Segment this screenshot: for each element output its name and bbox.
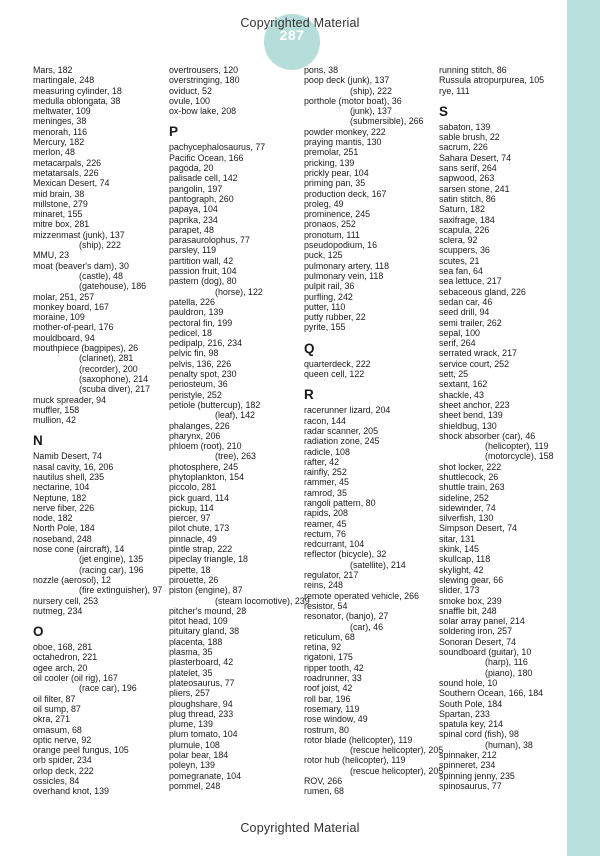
index-entry: Spartan, 233 — [439, 708, 490, 719]
index-entry: muck spreader, 94 — [33, 394, 107, 405]
section-letter: N — [33, 433, 43, 449]
index-entry: noseband, 248 — [33, 533, 92, 544]
index-entry: prominence, 245 — [304, 209, 371, 220]
index-entry: pommel, 248 — [169, 780, 221, 791]
index-entry: seed drill, 94 — [439, 307, 490, 318]
index-entry: sheet bend, 139 — [439, 410, 503, 421]
index-subentry: (rescue helicopter), 205 — [350, 765, 444, 776]
index-entry: sebaceous gland, 226 — [439, 286, 526, 297]
index-entry: pitot head, 109 — [169, 616, 228, 627]
index-entry: spinosaurus, 77 — [439, 780, 502, 791]
index-entry: nozzle (aerosol), 12 — [33, 574, 111, 585]
index-entry: omasum, 68 — [33, 724, 82, 735]
index-entry: platelet, 35 — [169, 667, 213, 678]
index-entry: martingale, 248 — [33, 75, 95, 86]
index-column-4 — [439, 65, 569, 791]
index-entry: running stitch, 86 — [439, 65, 507, 75]
index-entry: Mercury, 182 — [33, 137, 85, 148]
index-subentry: (fire extinguisher), 97 — [79, 585, 163, 596]
index-entry: sapwood, 263 — [439, 173, 495, 184]
index-entry: premolar, 251 — [304, 147, 359, 158]
index-subentry: (ship), 222 — [350, 85, 392, 96]
index-entry: rostrum, 80 — [304, 724, 349, 735]
index-entry: satin stitch, 86 — [439, 193, 496, 204]
index-entry: Namib Desert, 74 — [33, 451, 103, 462]
index-entry: orb spider, 234 — [33, 755, 92, 766]
index-entry: minaret, 155 — [33, 209, 83, 220]
index-entry: metatarsals, 226 — [33, 167, 99, 178]
index-entry: poop deck (junk), 137 — [304, 75, 390, 86]
index-entry: production deck, 167 — [304, 188, 387, 199]
index-subentry: (race car), 196 — [79, 683, 137, 694]
index-entry: rotor blade (helicopter), 119 — [304, 734, 413, 745]
index-subentry: (motorcycle), 158 — [485, 451, 554, 462]
index-entry: slewing gear, 66 — [439, 574, 504, 585]
index-entry: nectarine, 104 — [33, 482, 90, 493]
index-entry: sacrum, 226 — [439, 142, 488, 153]
index-entry: nasal cavity, 16, 206 — [33, 461, 114, 472]
index-entry: paprika, 234 — [169, 214, 218, 225]
index-subentry: (clarinet), 281 — [79, 353, 134, 364]
index-entry: scapula, 226 — [439, 224, 490, 235]
index-entry: plumule, 108 — [169, 739, 220, 750]
index-entry: porthole (motor boat), 36 — [304, 95, 402, 106]
index-entry: periosteum, 36 — [169, 379, 228, 390]
index-entry: South Pole, 184 — [439, 698, 503, 709]
index-entry: plug thread, 233 — [169, 708, 234, 719]
index-entry: pilot chute, 173 — [169, 523, 230, 534]
index-entry: pelvis, 136, 226 — [169, 358, 232, 369]
index-entry: mouldboard, 94 — [33, 332, 95, 343]
index-entry: resistor, 54 — [304, 600, 348, 611]
index-entry: sans serif, 264 — [439, 163, 497, 174]
index-subentry: (racing car), 196 — [79, 564, 144, 575]
index-entry: optic nerve, 92 — [33, 734, 92, 745]
index-entry: semi trailer, 262 — [439, 317, 502, 328]
copyright-watermark-bottom: Copyrighted Material — [240, 821, 360, 835]
index-entry: sable brush, 22 — [439, 132, 500, 143]
index-entry: pulmonary vein, 118 — [304, 270, 384, 281]
index-entry: scutes, 21 — [439, 255, 480, 266]
index-entry: shuttlecock, 26 — [439, 471, 499, 482]
index-entry: rigatoni, 175 — [304, 652, 353, 663]
index-entry: plum tomato, 104 — [169, 729, 238, 740]
index-entry: nautilus shell, 235 — [33, 471, 105, 482]
index-entry: polar bear, 184 — [169, 750, 229, 760]
index-entry: pagoda, 20 — [169, 163, 214, 174]
index-entry: piccolo, 281 — [169, 482, 217, 493]
index-entry: parasaurolophus, 77 — [169, 235, 250, 246]
index-entry: scuppers, 36 — [439, 245, 490, 256]
index-entry: rotor hub (helicopter), 119 — [304, 755, 406, 766]
index-entry: prickly pear, 104 — [304, 167, 369, 178]
index-subentry: (gatehouse), 186 — [79, 281, 147, 292]
index-subentry: (car), 46 — [350, 621, 384, 632]
index-entry: moraine, 109 — [33, 312, 85, 323]
index-entry: pick guard, 114 — [169, 492, 230, 503]
index-entry: mitre box, 281 — [33, 219, 90, 230]
index-entry: pulpit rail, 36 — [304, 281, 355, 292]
index-entry: roadrunner, 33 — [304, 673, 362, 684]
index-entry: plasterboard, 42 — [169, 657, 234, 668]
index-entry: Southern Ocean, 166, 184 — [439, 688, 544, 699]
index-entry: pantograph, 260 — [169, 193, 234, 204]
index-entry: spinnaker, 212 — [439, 750, 497, 760]
index-entry: rosemary, 119 — [304, 703, 360, 714]
section-letter: Q — [304, 340, 315, 356]
index-entry: radar scanner, 205 — [304, 425, 379, 436]
index-entry: spinneret, 234 — [439, 760, 496, 771]
index-entry: shock absorber (car), 46 — [439, 430, 536, 441]
index-entry: pricking, 139 — [304, 157, 355, 168]
index-subentry: (junk), 137 — [350, 106, 392, 117]
index-subentry: (rescue helicopter), 205 — [350, 745, 444, 756]
index-entry: purfling, 242 — [304, 291, 353, 302]
index-entry: partition wall, 42 — [169, 255, 234, 266]
index-entry: puck, 125 — [304, 250, 343, 261]
index-entry: pirouette, 26 — [169, 574, 219, 585]
index-subentry: (helicopter), 119 — [485, 441, 549, 452]
index-entry: radicle, 108 — [304, 446, 350, 457]
index-entry: sclera, 92 — [439, 235, 478, 246]
index-entry: solar array panel, 214 — [439, 616, 525, 627]
index-entry: sett, 25 — [439, 369, 469, 380]
index-entry: North Pole, 184 — [33, 523, 95, 534]
index-entry: parsley, 119 — [169, 245, 217, 256]
index-entry: resonator, (banjo), 27 — [304, 611, 389, 622]
index-entry: metacarpals, 226 — [33, 157, 102, 168]
index-entry: photosphere, 245 — [169, 461, 239, 472]
index-entry: serrated wrack, 217 — [439, 348, 517, 359]
index-entry: molar, 251, 257 — [33, 291, 95, 302]
index-entry: sedan car, 46 — [439, 296, 493, 307]
index-entry: measuring cylinder, 18 — [33, 85, 122, 96]
index-subentry: (human), 38 — [485, 739, 533, 750]
index-entry: roll bar, 196 — [304, 693, 351, 704]
index-entry: rammer, 45 — [304, 477, 349, 488]
index-entry: spinning jenny, 235 — [439, 770, 515, 781]
index-entry: powder monkey, 222 — [304, 126, 386, 137]
index-entry: okra, 271 — [33, 714, 71, 725]
index-entry: sheet anchor, 223 — [439, 399, 510, 410]
index-entry: sea lettuce, 217 — [439, 276, 502, 287]
index-entry: muffler, 158 — [33, 404, 80, 415]
index-entry: Russula atropurpurea, 105 — [439, 75, 545, 86]
index-subentry: (scuba diver), 217 — [79, 384, 151, 395]
index-entry: Sahara Desert, 74 — [439, 152, 512, 163]
index-subentry: (horse), 122 — [215, 286, 263, 297]
index-entry: parapet, 48 — [169, 224, 214, 235]
section-letter: O — [33, 624, 44, 640]
index-entry: oviduct, 52 — [169, 85, 212, 96]
index-entry: redcurrant, 104 — [304, 539, 365, 550]
index-entry: reflector (bicycle), 32 — [304, 549, 387, 560]
index-subentry: (jet engine), 135 — [79, 554, 144, 565]
index-entry: orange peel fungus, 105 — [33, 745, 129, 756]
index-entry: rumen, 68 — [304, 786, 344, 797]
index-column-1 — [33, 65, 163, 797]
index-entry: Simpson Desert, 74 — [439, 523, 517, 534]
index-entry: sound hole, 10 — [439, 677, 498, 688]
index-entry: priming pan, 35 — [304, 178, 366, 189]
index-entry: penalty spot, 230 — [169, 369, 237, 380]
index-entry: sextant, 162 — [439, 379, 488, 390]
index-entry: ramrod, 35 — [304, 487, 347, 498]
index-entry: reticulum, 68 — [304, 631, 355, 642]
index-subentry: (castle), 48 — [79, 270, 123, 281]
index-entry: skink, 145 — [439, 544, 479, 555]
index-entry: ox-bow lake, 208 — [169, 106, 237, 117]
index-entry: serif, 264 — [439, 338, 476, 349]
index-entry: nose cone (aircraft), 14 — [33, 544, 125, 555]
index-entry: mullion, 42 — [33, 415, 76, 426]
index-entry: ogee arch, 20 — [33, 662, 88, 673]
index-entry: regulator, 217 — [304, 570, 359, 581]
index-entry: saxifrage, 184 — [439, 214, 495, 225]
index-entry: rapids, 208 — [304, 508, 348, 519]
index-entry: pangolin, 197 — [169, 183, 223, 194]
index-entry: service court, 252 — [439, 358, 510, 369]
index-entry: plume, 139 — [169, 719, 213, 730]
section-letter: P — [169, 124, 179, 140]
index-entry: phytoplankton, 154 — [169, 471, 245, 482]
index-entry: sabaton, 139 — [439, 121, 491, 132]
index-entry: spatula key, 214 — [439, 719, 503, 730]
page-number: 287 — [279, 27, 305, 43]
index-subentry: (satellite), 214 — [350, 559, 406, 570]
index-entry: oboe, 168, 281 — [33, 642, 93, 653]
index-entry: slider, 173 — [439, 585, 480, 596]
index-entry: petiole (buttercup), 182 — [169, 399, 261, 410]
index-entry: pons, 38 — [304, 65, 339, 75]
index-entry: racon, 144 — [304, 415, 346, 426]
index-entry: pastern (dog), 80 — [169, 276, 237, 287]
index-entry: pitcher's mound, 28 — [169, 605, 247, 616]
index-entry: pinnacle, 49 — [169, 533, 217, 544]
index-entry: pectoral fin, 199 — [169, 317, 233, 328]
index-entry: mid brain, 38 — [33, 188, 85, 199]
index-subentry: (piano), 180 — [485, 667, 533, 678]
index-entry: sarsen stone, 241 — [439, 183, 510, 194]
index-entry: papaya, 104 — [169, 204, 218, 215]
index-entry: quarterdeck, 222 — [304, 358, 371, 369]
index-entry: ploughshare, 94 — [169, 698, 233, 709]
section-letter: R — [304, 387, 314, 403]
index-entry: orlop deck, 222 — [33, 765, 94, 776]
index-entry: Saturn, 182 — [439, 204, 485, 215]
index-entry: roof joist, 42 — [304, 683, 353, 694]
index-entry: Sonoran Desert, 74 — [439, 636, 516, 647]
index-entry: shot locker, 222 — [439, 461, 502, 472]
index-column-2 — [169, 65, 310, 791]
index-entry: racerunner lizard, 204 — [304, 405, 391, 416]
index-entry: mizzenmast (junk), 137 — [33, 229, 125, 240]
index-entry: Pacific Ocean, 166 — [169, 152, 244, 163]
index-entry: rainfly, 252 — [304, 467, 347, 478]
index-entry: Neptune, 182 — [33, 492, 87, 503]
index-entry: shieldbug, 130 — [439, 420, 497, 431]
index-entry: monkey board, 167 — [33, 301, 109, 312]
index-entry: retina, 92 — [304, 642, 342, 653]
index-entry: smoke box, 239 — [439, 595, 502, 606]
index-entry: skullcap, 118 — [439, 554, 491, 565]
index-entry: putty rubber, 22 — [304, 312, 366, 323]
index-entry: proleg, 49 — [304, 198, 344, 209]
index-entry: pyrite, 155 — [304, 322, 346, 333]
index-entry: medulla oblongata, 38 — [33, 95, 121, 106]
index-entry: pronaos, 252 — [304, 219, 356, 230]
index-entry: reins, 248 — [304, 580, 343, 591]
index-entry: radiation zone, 245 — [304, 436, 380, 447]
index-entry: Mexican Desert, 74 — [33, 178, 110, 189]
index-entry: peristyle, 252 — [169, 389, 222, 400]
copyright-watermark-top: Copyrighted Material — [240, 16, 360, 30]
index-entry: node, 182 — [33, 513, 73, 524]
index-entry: pickup, 114 — [169, 502, 214, 513]
index-subentry: (recorder), 200 — [79, 363, 138, 374]
index-entry: menorah, 116 — [33, 126, 88, 137]
index-subentry: (saxophone), 214 — [79, 373, 149, 384]
index-entry: snaffle bit, 248 — [439, 605, 497, 616]
index-entry: pipeclay triangle, 18 — [169, 554, 248, 565]
index-subentry: (ship), 222 — [79, 240, 121, 251]
index-entry: ROV, 266 — [304, 776, 343, 786]
index-entry: Mars, 182 — [33, 65, 73, 75]
index-entry: rangoli pattern, 80 — [304, 497, 376, 508]
index-entry: remote operated vehicle, 266 — [304, 590, 419, 601]
index-entry: overstringing, 180 — [169, 75, 240, 86]
index-entry: millstone, 279 — [33, 198, 88, 209]
index-entry: ripper tooth, 42 — [304, 662, 364, 673]
index-entry: skylight, 42 — [439, 564, 484, 575]
index-entry: mother-of-pearl, 176 — [33, 322, 114, 333]
index-entry: shackle, 43 — [439, 389, 484, 400]
index-entry: plasma, 35 — [169, 647, 213, 658]
index-entry: soldering iron, 257 — [439, 626, 513, 637]
index-subentry: (steam locomotive), 239 — [215, 595, 310, 606]
index-entry: ossicles, 84 — [33, 776, 80, 786]
index-entry: sitar, 131 — [439, 533, 476, 544]
index-entry: soundboard (guitar), 10 — [439, 647, 532, 658]
index-entry: sidewinder, 74 — [439, 502, 496, 513]
index-entry: silverfish, 130 — [439, 513, 494, 524]
index-entry: passion fruit, 104 — [169, 266, 237, 277]
index-entry: palisade cell, 142 — [169, 173, 238, 184]
index-entry: pachycephalosaurus, 77 — [169, 142, 266, 153]
index-entry: spinal cord (fish), 98 — [439, 729, 519, 740]
index-entry: reamer, 45 — [304, 518, 347, 529]
index-entry: shuttle train, 263 — [439, 482, 505, 493]
index-entry: overtrousers, 120 — [169, 65, 239, 75]
index-entry: pintle strap, 222 — [169, 544, 233, 555]
index-entry: pauldron, 139 — [169, 307, 224, 318]
index-subentry: (tree), 263 — [215, 451, 256, 462]
index-entry: rafter, 42 — [304, 456, 340, 467]
index-entry: pomegranate, 104 — [169, 770, 242, 781]
index-entry: pharynx, 206 — [169, 430, 221, 441]
section-letter: S — [439, 103, 449, 119]
index-subentry: (leaf), 142 — [215, 410, 255, 421]
index-entry: pedicel, 18 — [169, 327, 212, 338]
index-entry: pseudopodium, 16 — [304, 240, 378, 251]
index-entry: overhand knot, 139 — [33, 786, 109, 797]
index-entry: putter, 110 — [304, 301, 346, 312]
index-entry: piercer, 97 — [169, 513, 211, 524]
index-entry: piston (engine), 87 — [169, 585, 243, 596]
index-entry: pipette, 18 — [169, 564, 211, 575]
index-entry: oil sump, 87 — [33, 703, 81, 714]
index-entry: phalanges, 226 — [169, 420, 230, 431]
index-entry: moat (beaver's dam), 30 — [33, 260, 129, 271]
index-entry: ovule, 100 — [169, 95, 210, 106]
index-entry: MMU, 23 — [33, 250, 69, 261]
side-color-tab — [567, 0, 600, 856]
index-entry: pliers, 257 — [169, 688, 210, 699]
index-subentry: (harp), 116 — [485, 657, 528, 668]
index-subentry: (submersible), 266 — [350, 116, 424, 127]
index-entry: meltwater, 109 — [33, 106, 91, 117]
index-entry: pronotum, 111 — [304, 229, 360, 240]
index-entry: rye, 111 — [439, 85, 470, 96]
index-column-3 — [304, 65, 444, 797]
index-entry: praying mantis, 130 — [304, 137, 382, 148]
index-entry: nerve fiber, 226 — [33, 502, 95, 513]
index-entry: pedipalp, 216, 234 — [169, 338, 243, 349]
index-entry: nursery cell, 253 — [33, 595, 99, 606]
index-entry: merlon, 48 — [33, 147, 75, 158]
index-entry: rectum, 76 — [304, 528, 346, 539]
index-entry: mouthpiece (bagpipes), 26 — [33, 343, 139, 354]
index-entry: nutmeg, 234 — [33, 605, 83, 616]
index-entry: placenta, 188 — [169, 636, 223, 647]
index-entry: queen cell, 122 — [304, 369, 365, 380]
index-entry: sepal, 100 — [439, 327, 480, 338]
index-entry: oil filter, 87 — [33, 693, 76, 704]
index-entry: meninges, 38 — [33, 116, 87, 127]
index-entry: phloem (root), 210 — [169, 441, 242, 452]
index-entry: pulmonary artery, 118 — [304, 260, 390, 271]
index-entry: pelvic fin, 98 — [169, 348, 219, 359]
index-entry: sideline, 252 — [439, 492, 489, 503]
index-entry: poleyn, 139 — [169, 760, 215, 771]
index-entry: plateosaurus, 77 — [169, 677, 235, 688]
index-entry: octahedron, 221 — [33, 652, 98, 663]
index-entry: sea fan, 64 — [439, 266, 483, 277]
index-entry: pituitary gland, 38 — [169, 626, 240, 637]
index-entry: patella, 226 — [169, 296, 215, 307]
index-entry: rose window, 49 — [304, 714, 368, 725]
index-entry: oil cooler (oil rig), 167 — [33, 673, 118, 684]
